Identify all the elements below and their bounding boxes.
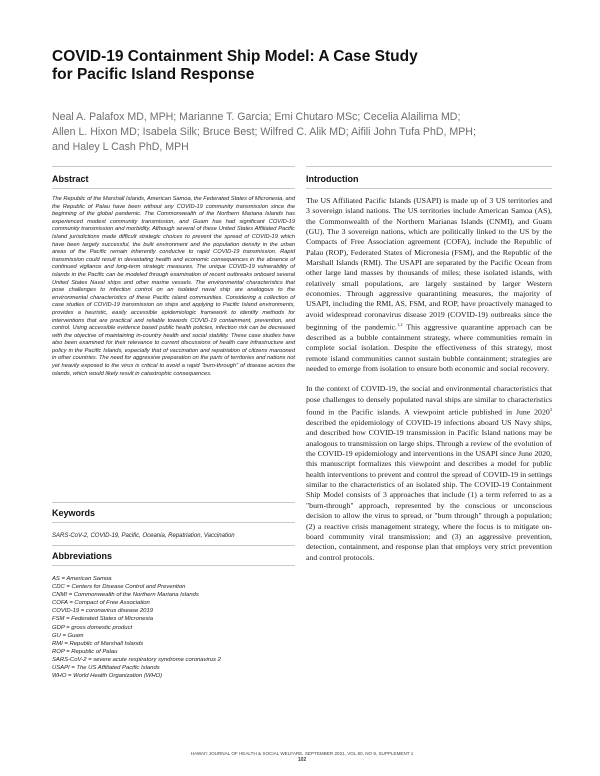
abbreviation-item: FSM = Federated States of Micronesia [52,616,154,623]
abbreviation-item: USAPI = The US Affiliated Pacific Islands [52,665,160,672]
abbreviations-heading: Abbreviations [52,551,113,561]
introduction-heading-rule [306,188,552,189]
page-footer [52,750,552,764]
author-list [52,110,562,156]
keywords-text: SARS-CoV-2, COVID-19, Pacific, Oceania, Repatriation, Vaccination [52,533,235,539]
keywords-rule [52,502,295,503]
abbreviations-list [52,575,295,680]
citation-superscript: 3 [549,407,552,413]
authors-line-2: Allen L. Hixon MD; Isabela Silk; Bruce Best; Wilfred C. Alik MD; Aifili John Tufa PhD, MPH; [52,126,476,139]
journal-citation: HAWAI'I JOURNAL OF HEALTH & SOCIAL WELFARE, SEPTEMBER 2021, VOL 80, NO 9, SUPPLEMENT 1 [190,751,414,756]
page-number: 102 [297,757,307,763]
authors-line-1: Neal A. Palafox MD, MPH; Marianne T. Garcia; Emi Chutaro MSc; Cecelia Alailima MD; [52,111,461,123]
introduction-body [306,196,552,563]
abbreviation-item: SARS-CoV-2 = severe acute respiratory syndrome coronavirus 2 [52,656,221,663]
intro-p1-end: This aggressive quarantine approach can be described as a bubble containment strategy, where communities remain in complete social isolation. Despite the effectiveness of this strategy, most remote island communities cannot sustain bubble containment; strategies are needed to emerge from isolation to ensure both economic and social recovery. [306,322,553,374]
title-line-2: for Pacific Island Response [52,66,255,83]
intro-paragraph-2 [306,384,552,562]
abbreviation-item: RMI = Republic of Marshall Islands [52,640,144,647]
introduction-rule [306,166,552,167]
abstract-heading-rule [52,188,295,189]
intro-paragraph-1 [306,196,552,374]
abbreviation-item: CDC = Centers for Disease Control and Prevention [52,584,186,591]
abstract-text: The Republic of the Marshall Islands, American Samoa, the Federated States of Micronesia, and the Republic of Palau have been without any COVID-19 community transmission since the beginning of the global pandemic. The Commonwealth of the Northern Mariana Islands has experienced modest community transmission, and Guam has had significant COVID-19 community transmission and morbidity. Although several of these United States Affiliated Pacific Island jurisdictions made difficult strategic choices to prevent the spread of COVID-19 which have been largely successful, the built environment and the population density in the urban areas of the Pacific remain inherently conducive to rapid COVID-19 transmission. Rapid transmission could result in devastating health and economic consequences in the absence of continued vigilance and long-term strategic measures. The unique COVID-19 vulnerability of islands in the Pacific can be modeled through examination of recent outbreaks onboard several United States Naval ships and other marine vessels. The environmental characteristics that pose challenges to infection control on an isolated naval ship are analogous to the environmental characteristics of these Pacific island communities. Considering a collection of case studies of COVID-19 transmission on ships and applying to Pacific Island environments, provides a heuristic, easily accessible epidemiologic framework to identify methods for interventions that are practical and reliable towards COVID-19 containment, prevention, and control. Using accessible evidence based public health policies, infection risk can be decreased with the objective of maintaining in-country health and social stability. These case studies have also been examined for their relevance to current discussions of health care infrastructure and policy in the Pacific Islands, especially that of vaccination and repatriation of citizens marooned in other countries. The need for aggressive preparation on the parts of territories and nations not yet heavily exposed to the virus is critical to avoid a rapid "burn-through" of disease across the islands, which would likely result in catastrophic consequences. [52,196,295,377]
intro-p2-end: described the epidemiology of COVID-19 infections aboard US Navy ships, and described how COVID-19 transmission in Pacific Island nations may be analogous to transmission on large ships. Through a review of the evolution of the COVID-19 epidemiology and interventions in the USAPI since June 2020, this manuscript formalizes this viewpoint and describes a model for public health interventions to prevent and control the spread of COVID-19 in settings similar to the characteristics of an isolated ship. The COVID-19 Containment Ship Model consists of 3 approaches that include (1) a term referred to as a "burn-through" approach, represented by the conscious or unconscious decision to allow the virus to spread, or "burn through" through a population; (2) a reactive crisis management strategy, where the focus is to mitigate on-board community viral transmission; and (3) an aggressive prevention, detection, containment, and response plan that employs very strict prevention and control protocols. [306,418,552,562]
abbreviation-item: ROP = Republic of Palau [52,648,118,655]
citation-superscript: 1,2 [397,322,403,328]
intro-p2-text: In the context of COVID-19, the social and environmental characteristics that pose challenges to densely populated naval ships are similar to characteristics found in the Pacific islands. A viewpoint article published in June 2020 [306,384,552,417]
abbreviation-item: WHO = World Health Organization (WHO) [52,673,163,680]
abbreviation-item: COVID-19 = coronavirus disease 2019 [52,608,154,615]
abbreviation-item: COFA = Compact of Free Association [52,600,150,607]
intro-p1-text: The US Affiliated Pacific Islands (USAPI) is made up of 3 US territories and 3 sovereign island nations. The US territories include American Samoa (AS), the Commonwealth of the Northern Marianas Islands (CNMI), and Guam (GU). The 3 sovereign nations, which are politically linked to the US by the Compacts of Free Association agreement (COFA), include the Republic of Palau (ROP), Federated States of Micronesia (FSM), and the Republic of the Marshall Islands (RMI). The USAPI are separated by the Pacific Ocean from other large land masses by thousands of miles; these isolated islands, with relatively small populations, are largely sustained by larger Western economies. Through aggressive quarantining measures, the majority of USAPI, including the RMI, AS, FSM, and ROP, have proactively managed to avoid widespread coronavirus disease 2019 (COVID-19) outbreaks since the beginning of the pandemic. [306,196,552,332]
abbreviation-item: CNMI = Commonwealth of the Northern Mariana Islands [52,592,199,599]
introduction-heading: Introduction [306,174,359,184]
abstract-heading: Abstract [52,174,89,184]
title-line-1: COVID-19 Containment Ship Model: A Case Study [52,48,418,65]
abstract-rule [52,166,295,167]
abbreviation-item: GDP = gross domestic product [52,624,133,631]
article-title [52,48,552,84]
abbreviation-item: GU = Guam [52,632,84,639]
abbreviation-item: AS = American Samoa [52,576,112,582]
keywords-heading: Keywords [52,508,96,518]
keywords-heading-rule [52,522,295,523]
authors-line-3: and Haley L Cash PhD, MPH [52,141,189,154]
abbreviations-rule [52,545,295,546]
abbreviations-heading-rule [52,565,295,566]
